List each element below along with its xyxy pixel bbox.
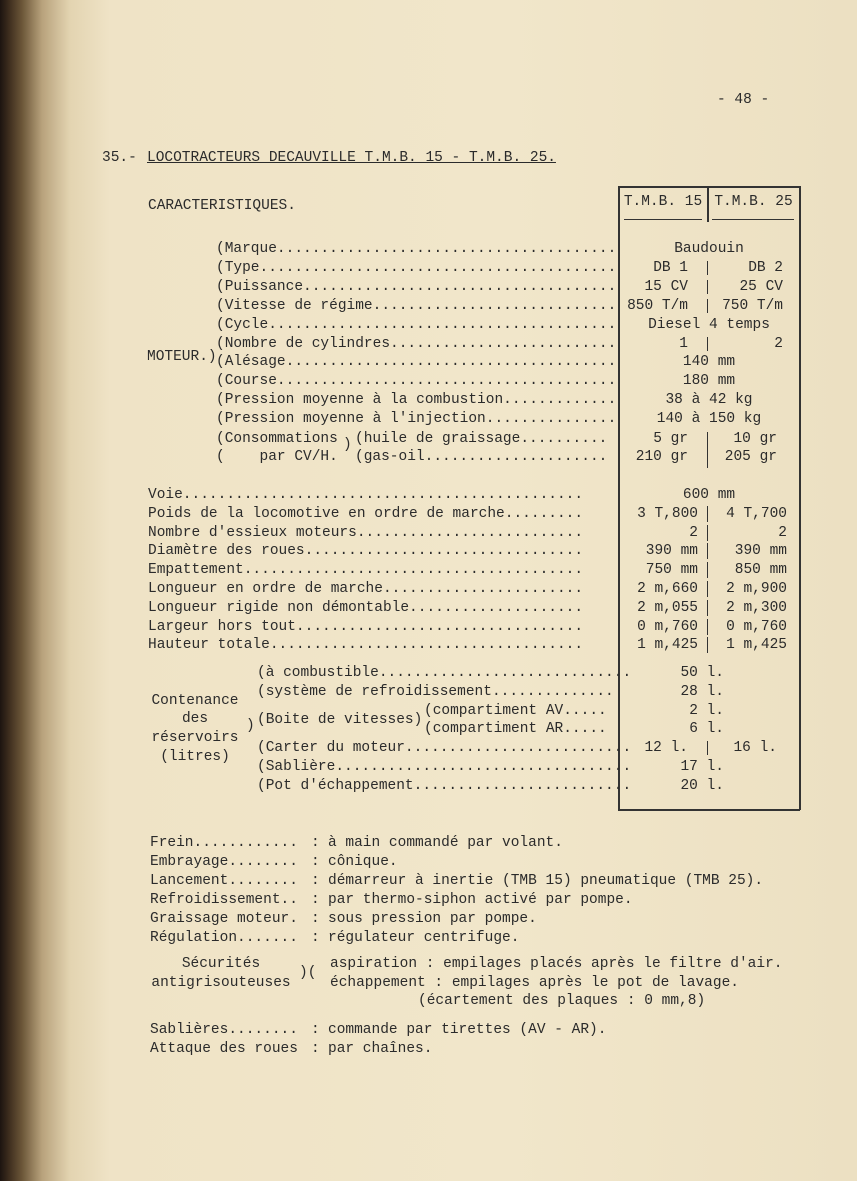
general-row-tmb25: 2 — [778, 525, 787, 541]
row-divider-carter — [707, 741, 708, 755]
detail-colon: : — [311, 892, 320, 908]
moteur-row-label: (Vitesse de régime............................ — [216, 298, 617, 314]
combustible-value: 50 l. — [680, 665, 724, 681]
moteur-row-value: Baudouin — [674, 241, 744, 257]
contenance-label-2: des — [181, 711, 209, 727]
consommations-left-1: (Consommations — [216, 431, 338, 447]
general-row-tmb15: 3 T,800 — [637, 506, 698, 522]
consommations-right-1: (huile de graissage.......... — [355, 431, 608, 447]
general-row-label: Largeur hors tout................................. — [148, 619, 584, 635]
moteur-row-label: (Cycle........................................ — [216, 317, 617, 333]
general-row-tmb25: 0 m,760 — [726, 619, 787, 635]
securites-label-1: Sécurités — [181, 956, 261, 972]
row-divider — [707, 600, 708, 616]
moteur-row-tmb15: 1 — [679, 336, 688, 352]
table-right-rule — [799, 186, 801, 810]
carter-tmb25: 16 l. — [733, 740, 777, 756]
detail-label: Régulation....... — [150, 930, 298, 946]
detail-value: par thermo-siphon activé par pompe. — [328, 892, 633, 908]
moteur-row-value: 140 à 150 kg — [656, 411, 762, 427]
moteur-row-tmb15: 15 CV — [644, 279, 688, 295]
carter-tmb15: 12 l. — [644, 740, 688, 756]
contenance-label-1: Contenance — [151, 693, 239, 709]
detail-label: Refroidissement.. — [150, 892, 298, 908]
table-top-rule — [618, 186, 800, 188]
securites-label-2: antigrisouteuses — [151, 975, 291, 991]
detail-label: Embrayage........ — [150, 854, 298, 870]
row-divider — [707, 280, 708, 294]
huile-tmb25: 10 gr — [733, 431, 777, 447]
section-number: 35.- — [102, 150, 137, 166]
detail-label: Lancement........ — [150, 873, 298, 889]
moteur-row-tmb25: 750 T/m — [722, 298, 783, 314]
pot-label: (Pot d'échappement......................... — [257, 778, 632, 794]
securites-line-2: échappement : empilages après le pot de lavage. — [330, 975, 739, 991]
general-row-tmb15: 2 m,055 — [637, 600, 698, 616]
row-divider-consommations — [707, 432, 708, 468]
sablieres-label: Sablières........ — [150, 1022, 298, 1038]
comp-av-value: 2 l. — [689, 703, 724, 719]
general-row-tmb15: 2 — [689, 525, 698, 541]
general-row-label: Longueur en ordre de marche....................... — [148, 581, 584, 597]
general-row-tmb25: 1 m,425 — [726, 637, 787, 653]
detail-colon: : — [311, 835, 320, 851]
general-row-value: 600 mm — [682, 487, 736, 503]
detail-label: Graissage moteur. — [150, 911, 298, 927]
moteur-row-value: 140 mm — [682, 354, 736, 370]
contenance-label-4: (litres) — [160, 749, 230, 765]
detail-value: à main commandé par volant. — [328, 835, 563, 851]
general-row-label: Longueur rigide non démontable.................... — [148, 600, 584, 616]
detail-value: démarreur à inertie (TMB 15) pneumatique (TMB 25). — [328, 873, 764, 889]
sabliere-label: (Sablière.................................. — [257, 759, 632, 775]
header-underline-2 — [712, 219, 794, 220]
moteur-row-value: 180 mm — [682, 373, 736, 389]
general-row-tmb25: 850 mm — [734, 562, 787, 578]
row-divider — [707, 637, 708, 653]
moteur-row-label: (Marque....................................... — [216, 241, 617, 257]
huile-tmb15: 5 gr — [653, 431, 688, 447]
sablieres-value: commande par tirettes (AV - AR). — [328, 1022, 607, 1038]
refroidissement-label: (système de refroidissement.............. — [257, 684, 614, 700]
general-row-tmb15: 0 m,760 — [637, 619, 698, 635]
moteur-row-tmb15: DB 1 — [653, 260, 688, 276]
consommations-right-2: (gas-oil..................... — [355, 449, 608, 465]
row-divider — [707, 619, 708, 635]
page-number: - 48 - — [717, 92, 770, 108]
refroidissement-value: 28 l. — [680, 684, 724, 700]
general-row-label: Diamètre des roues................................ — [148, 543, 584, 559]
moteur-row-tmb25: 25 CV — [739, 279, 783, 295]
caracteristiques-label: CARACTERISTIQUES. — [148, 198, 296, 214]
moteur-row-tmb25: 2 — [774, 336, 783, 352]
moteur-row-label: (Puissance.................................... — [216, 279, 617, 295]
detail-colon: : — [311, 873, 320, 889]
attaque-value: par chaînes. — [328, 1041, 433, 1057]
detail-colon: : — [311, 911, 320, 927]
row-divider — [707, 299, 708, 313]
attaque-colon: : — [311, 1041, 320, 1057]
gasoil-tmb25: 205 gr — [724, 449, 777, 465]
detail-value: sous pression par pompe. — [328, 911, 537, 927]
brace-consommations: ) — [343, 437, 352, 453]
moteur-row-label: (Alésage...................................... — [216, 354, 617, 370]
moteur-row-tmb15: 850 T/m — [627, 298, 688, 314]
general-row-tmb15: 390 mm — [645, 543, 698, 559]
moteur-row-label: (Pression moyenne à la combustion............. — [216, 392, 617, 408]
moteur-row-value: Diesel 4 temps — [648, 317, 770, 333]
consommations-left-2: ( par CV/H. — [216, 449, 338, 465]
general-row-tmb25: 4 T,700 — [726, 506, 787, 522]
general-row-tmb25: 2 m,900 — [726, 581, 787, 597]
securites-line-3: (écartement des plaques : 0 mm,8) — [418, 993, 706, 1009]
boite-label: (Boite de vitesses) — [257, 712, 423, 728]
general-row-label: Hauteur totale.................................... — [148, 637, 584, 653]
table-bottom-rule — [618, 809, 800, 811]
carter-label: (Carter du moteur.......................... — [257, 740, 632, 756]
col-header-tmb25: T.M.B. 25 — [714, 194, 793, 210]
attaque-label: Attaque des roues — [150, 1041, 298, 1057]
general-row-label: Empattement....................................... — [148, 562, 584, 578]
row-divider — [707, 337, 708, 351]
general-row-tmb15: 2 m,660 — [637, 581, 698, 597]
moteur-row-tmb25: DB 2 — [748, 260, 783, 276]
general-row-label: Nombre d'essieux moteurs.......................... — [148, 525, 584, 541]
general-row-label: Voie.............................................. — [148, 487, 584, 503]
sablieres-colon: : — [311, 1022, 320, 1038]
section-title: LOCOTRACTEURS DECAUVILLE T.M.B. 15 - T.M.B. 25. — [147, 150, 556, 166]
brace-securites: )( — [299, 965, 317, 981]
moteur-row-label: (Course....................................... — [216, 373, 617, 389]
securites-line-1: aspiration : empilages placés après le filtre d'air. — [330, 956, 783, 972]
combustible-label: (à combustible............................. — [257, 665, 632, 681]
row-divider — [707, 261, 708, 275]
sabliere-value: 17 l. — [680, 759, 724, 775]
moteur-row-value: 38 à 42 kg — [665, 392, 753, 408]
gasoil-tmb15: 210 gr — [635, 449, 688, 465]
row-divider — [707, 562, 708, 578]
col-header-tmb15: T.M.B. 15 — [623, 194, 703, 210]
pot-value: 20 l. — [680, 778, 724, 794]
row-divider — [707, 525, 708, 541]
brace-contenance: ) — [246, 718, 255, 734]
general-row-tmb25: 2 m,300 — [726, 600, 787, 616]
row-divider — [707, 543, 708, 559]
contenance-label-3: réservoirs — [151, 730, 239, 746]
moteur-row-label: (Nombre de cylindres.......................... — [216, 336, 617, 352]
general-row-tmb15: 750 mm — [645, 562, 698, 578]
general-row-tmb25: 390 mm — [734, 543, 787, 559]
comp-ar-value: 6 l. — [689, 721, 724, 737]
detail-colon: : — [311, 854, 320, 870]
moteur-label: MOTEUR.) — [147, 349, 217, 365]
moteur-row-label: (Pression moyenne à l'injection............... — [216, 411, 617, 427]
detail-value: régulateur centrifuge. — [328, 930, 520, 946]
general-row-tmb15: 1 m,425 — [637, 637, 698, 653]
detail-label: Frein............ — [150, 835, 298, 851]
row-divider — [707, 581, 708, 597]
moteur-row-label: (Type......................................... — [216, 260, 617, 276]
detail-value: cônique. — [328, 854, 398, 870]
row-divider — [707, 506, 708, 522]
comp-av-label: (compartiment AV..... — [424, 703, 607, 719]
comp-ar-label: (compartiment AR..... — [424, 721, 607, 737]
header-underline-1 — [624, 219, 702, 220]
detail-colon: : — [311, 930, 320, 946]
general-row-label: Poids de la locomotive en ordre de marche......... — [148, 506, 584, 522]
